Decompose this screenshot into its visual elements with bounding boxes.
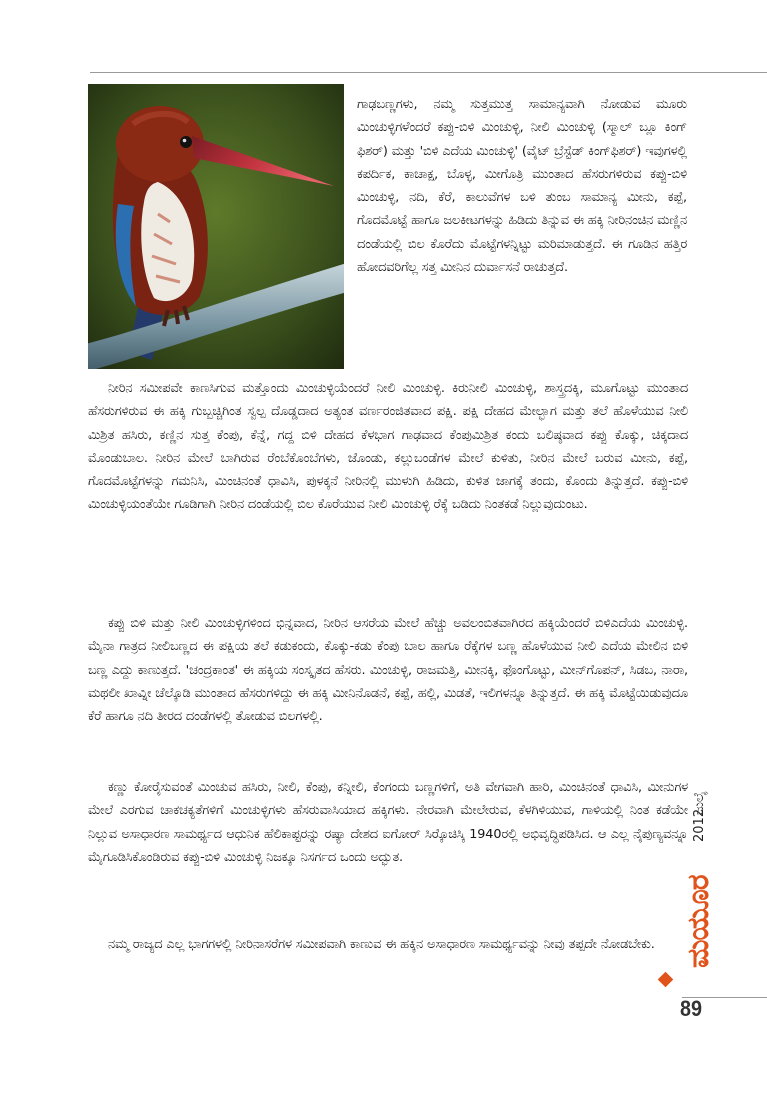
magazine-logo: ಮಯೂರ	[681, 875, 716, 968]
paragraph-blue-kingfisher: ನೀರಿನ ಸಮೀಪವೇ ಕಾಣಸಿಗುವ ಮತ್ತೊಂದು ಮಿಂಚುಳ್ಳಿಯೆಂದರೆ ನೀಲಿ ಮಿಂಚುಳ್ಳಿ. ಕಿರುನೀಲಿ ಮಿಂಚುಳ್ಳಿ, ಶಾಸ್ತ್ರದಕ್ಕಿ, ಮೂಗೊಟ್ಟು ಮುಂತಾದ ಹೆಸರುಗಳಿರುವ ಈ ಹಕ್ಕಿ ಗುಬ್ಬಚ್ಚಿಗಿಂತ ಸ್ವಲ್ಪ ದೊಡ್ಡದಾದ ಅತ್ಯಂತ ವರ್ಣರಂಜಿತವಾದ ಪಕ್ಷಿ. ಪಕ್ಷಿ ದೇಹದ ಮೇಲ್ಭಾಗ ಮತ್ತು ತಲೆ ಹೊಳೆಯುವ ನೀಲಿ ಮಿಶ್ರಿತ ಹಸಿರು, ಕಣ್ಣಿನ ಸುತ್ತ ಕೆಂಪು, ಕೆನ್ನೆ, ಗದ್ದ ಬಿಳಿ ದೇಹದ ಕೆಳಭಾಗ ಗಾಢವಾದ ಕೆಂಪುಮಿಶ್ರಿತ ಕಂದು ಬಲಿಷ್ಠವಾದ ಕಪ್ಪು ಕೊಕ್ಕು, ಚಿಕ್ಕದಾದ ಮೊಂಡುಬಾಲ. ನೀರಿನ ಮೇಲೆ ಬಾಗಿರುವ ರೆಂಬೆಕೊಂಬೆಗಳು, ಜೊಂಡು, ಕಲ್ಲುಬಂಡೆಗಳ ಮೇಲೆ ಕುಳಿತು, ನೀರಿನ ಮೇಲೆ ಬರುವ ಮೀನು, ಕಪ್ಪೆ, ಗೊದಮೊಟ್ಟೆಗಳನ್ನು ಗಮನಿಸಿ, ಮಿಂಚಿನಂತೆ ಧಾವಿಸಿ, ಪುಳಕ್ಕನೆ ನೀರಿನಲ್ಲಿ ಮುಳುಗಿ ಹಿಡಿದು, ಕುಳಿತ ಜಾಗಕ್ಕೆ ತಂದು, ಕೊಂದು ತಿನ್ನುತ್ತದೆ. ಕಪ್ಪು-ಬಿಳಿ ಮಿಂಚುಳ್ಳಿಯಂತೆಯೇ ಗೂಡಿಗಾಗಿ ನೀರಿನ ದಂಡೆಯಲ್ಲಿ ಬಿಲ ಕೊರೆಯುವ ನೀಲಿ ಮಿಂಚುಳ್ಳಿ ರೆಕ್ಕೆ ಬಡಿದು ನಿಂತಕಡೆ ನಿಲ್ಲುವುದುಂಟು.	[88, 381, 688, 513]
issue-year: 2012	[692, 808, 707, 842]
paragraph-helicopter: ಕಣ್ಣು ಕೋರೈಸುವಂತೆ ಮಿಂಚುವ ಹಸಿರು, ನೀಲಿ, ಕೆಂಪು, ಕನ್ನೀಲಿ, ಕೆಂಗಂದು ಬಣ್ಣಗಳಿಗೆ, ಅತಿ ವೇಗವಾಗಿ ಹಾರಿ, ಮಿಂಚಿನಂತೆ ಧಾವಿಸಿ, ಮೀನುಗಳ ಮೇಲೆ ಎರಗುವ ಚಾಕಚಕ್ಯತೆಗಳಿಗೆ ಮಿಂಚುಳ್ಳಿಗಳು ಹೆಸರುವಾಸಿಯಾದ ಹಕ್ಕಿಗಳು. ನೇರವಾಗಿ ಮೇಲೇರುವ, ಕೆಳಗಿಳಿಯುವ, ಗಾಳಿಯಲ್ಲಿ ನಿಂತ ಕಡೆಯೇ ನಿಲ್ಲುವ ಅಸಾಧಾರಣ ಸಾಮರ್ಥ್ಯದ ಆಧುನಿಕ ಹೆಲಿಕಾಪ್ಟರನ್ನು ರಷ್ಯಾ ದೇಶದ ಐಗೋರ್ ಸಿರ್‍ಕೊಚಿಸ್ಕಿ 1940ರಲ್ಲಿ ಅಭಿವೃದ್ಧಿಪಡಿಸಿದ. ಆ ಎಲ್ಲ ನೈಪುಣ್ಯವನ್ನೂ ಮೈಗೂಡಿಸಿಕೊಂಡಿರುವ ಕಪ್ಪು-ಬಿಳಿ ಮಿಂಚುಳ್ಳಿ ನಿಜಕ್ಕೂ ನಿಸರ್ಗದ ಒಂದು ಅದ್ಭುತ.	[88, 780, 688, 865]
issue-month: ಜುಲೈ	[692, 791, 707, 815]
paragraph-white-breasted-kingfisher: ಕಪ್ಪು ಬಿಳಿ ಮತ್ತು ನೀಲಿ ಮಿಂಚುಳ್ಳಿಗಳಿಂದ ಭಿನ್ನವಾದ, ನೀರಿನ ಆಸರೆಯ ಮೇಲೆ ಹೆಚ್ಚು ಅವಲಂಬಿತವಾಗಿರದ ಹಕ್ಕಿಯೆಂದರೆ ಬಿಳಿಎದೆಯ ಮಿಂಚುಳ್ಳಿ. ಮೈನಾ ಗಾತ್ರದ ನೀಲಿಬಣ್ಣದ ಈ ಪಕ್ಷಿಯ ತಲೆ ಕಡುಕಂದು, ಕೊಕ್ಕು-ಕಡು ಕೆಂಪು ಬಾಲ ಹಾಗೂ ರೆಕ್ಕೆಗಳ ಬಣ್ಣ ಹೊಳೆಯುವ ನೀಲಿ ಎದೆಯ ಮೇಲಿನ ಬಿಳಿ ಬಣ್ಣ ಎದ್ದು ಕಾಣುತ್ತದೆ. 'ಚಂದ್ರಕಾಂತ' ಈ ಹಕ್ಕಿಯ ಸಂಸ್ಕೃತದ ಹೆಸರು. ಮಿಂಚುಳ್ಳಿ, ರಾಜಮತ್ತಿ, ಮೀನಕ್ಕಿ, ಫೊಂಗೊಟ್ಟು, ಮೀನ್‌ಗೊಪನ್, ಸಿಡಬ, ನಾರಾ, ಮಥಲೀ ಖಾವ್ನೀ ಚೆಲ್ಕೊಡಿ ಮುಂತಾದ ಹೆಸರುಗಳಿದ್ದು ಈ ಹಕ್ಕಿ ಮೀನಿನೊಡನೆ, ಕಪ್ಪೆ, ಹಲ್ಲಿ, ಮಿಡತೆ, ಇಲಿಗಳನ್ನೂ ತಿನ್ನುತ್ತದೆ. ಈ ಹಕ್ಕಿ ಮೊಟ್ಟೆಯಿಡುವುದೂ ಕೆರೆ ಹಾಗೂ ನದಿ ತೀರದ ದಂಡೆಗಳಲ್ಲಿ ತೋಡುವ ಬಿಲಗಳಲ್ಲಿ.	[88, 616, 688, 725]
paragraph-closing: ನಮ್ಮ ರಾಜ್ಯದ ಎಲ್ಲ ಭಾಗಗಳಲ್ಲಿ ನೀರಿನಾಸರೆಗಳ ಸಮೀಪವಾಗಿ ಕಾಣುವ ಈ ಹಕ್ಕಿನ ಅಸಾಧಾರಣ ಸಾಮರ್ಥ್ಯವನ್ನು ನೀವು ತಪ್ಪದೇ ನೋಡಬೇಕು.	[108, 937, 655, 952]
accent-diamond	[658, 972, 674, 988]
paragraph-intro: ಗಾಢಬಣ್ಣಗಳು, ನಮ್ಮ ಸುತ್ತಮುತ್ತ ಸಾಮಾನ್ಯವಾಗಿ ನೋಡುವ ಮೂರು ಮಿಂಚುಳ್ಳಿಗಳೆಂದರೆ ಕಪ್ಪು-ಬಿಳಿ ಮಿಂಚುಳ್ಳಿ, ನೀಲಿ ಮಿಂಚುಳ್ಳಿ (ಸ್ಮಾಲ್ ಬ್ಲೂ ಕಿಂಗ್ ಫಿಶರ್) ಮತ್ತು 'ಬಿಳಿ ಎದೆಯ ಮಿಂಚುಳ್ಳಿ' (ವೈಟ್ ಬ್ರೆಸ್ಟೆಡ್ ಕಿಂಗ್‌ಫಿಶರ್) ಇವುಗಳಲ್ಲಿ ಕಪರ್ದಿಕ, ಕಾಚಾಕ್ಷ, ಬೊಳ್ಳ, ಮೀಗೊತ್ರಿ ಮುಂತಾದ ಹೆಸರುಗಳಿರುವ ಕಪ್ಪು-ಬಿಳಿ ಮಿಂಚುಳ್ಳಿ, ನದಿ, ಕೆರೆ, ಕಾಲುವೆಗಳ ಬಳಿ ತುಂಬ ಸಾಮಾನ್ಯ ಮೀನು, ಕಪ್ಪೆ, ಗೊದಮೊಟ್ಟೆ ಹಾಗೂ ಜಲಕೀಟಗಳನ್ನು ಹಿಡಿದು ತಿನ್ನುವ ಈ ಹಕ್ಕಿ ನೀರಿನಂಚಿನ ಮಣ್ಣಿನ ದಂಡೆಯಲ್ಲಿ ಬಿಲ ಕೊರೆದು ಮೊಟ್ಟೆಗಳನ್ನಿಟ್ಟು ಮರಿಮಾಡುತ್ತದೆ. ಈ ಗೂಡಿನ ಹತ್ತಿರ ಹೋದವರಿಗೆಲ್ಲ ಸತ್ತ ಮೀನಿನ ದುರ್ವಾಸನೆ ರಾಚುತ್ತದೆ.	[357, 97, 687, 276]
kingfisher-photo	[88, 84, 344, 369]
top-rule	[90, 72, 767, 73]
page-number: 89	[680, 996, 703, 1021]
